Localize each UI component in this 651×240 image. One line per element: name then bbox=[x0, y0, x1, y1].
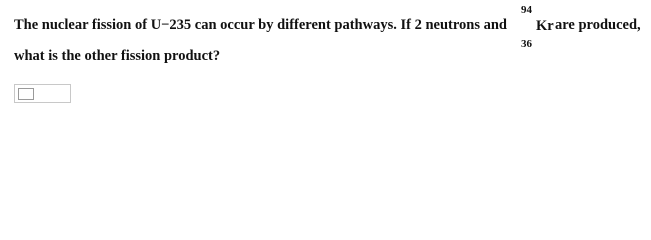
question-text-line1-tail: are produced, bbox=[555, 17, 641, 33]
nuclide-symbol: Kr bbox=[536, 18, 554, 34]
question-text-line2: what is the other fission product? bbox=[14, 48, 221, 64]
question-text-line1: The nuclear fission of U−235 can occur by different pathways. If 2 neutrons and bbox=[14, 17, 507, 33]
answer-input-field[interactable] bbox=[18, 88, 34, 100]
answer-input[interactable] bbox=[14, 84, 71, 103]
krypton-nuclide-notation bbox=[513, 4, 554, 52]
nuclide-atomic-number: 36 bbox=[521, 38, 532, 50]
nuclide-mass-number: 94 bbox=[521, 4, 532, 16]
